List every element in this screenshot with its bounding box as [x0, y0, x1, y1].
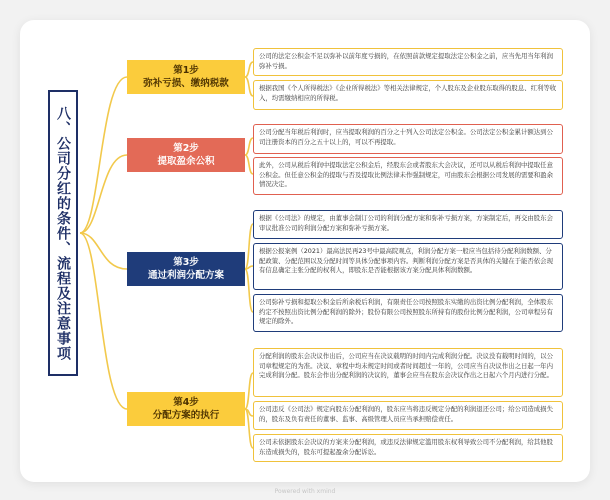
step-3-note-2[interactable]: 根据公报案例（2021）最高法民再23号中最高院观点，利润分配方案一般应当包括待分配利润数额、分配政策、分配范围以及分配时间等具体分配事项内容。判断利润分配方案是否具体的关键在于能否依会现有信息确定主张分配的权利人，即股东是否能根据该方案分配具体利润数额。: [253, 243, 563, 290]
leaf-line-2a: [245, 138, 253, 155]
leaf-line-4a: [245, 373, 253, 409]
central-topic-text: 八、公司分红的条件、流程及注意事项: [55, 105, 71, 361]
step-3-note-3[interactable]: 公司弥补亏损和提取公积金后所余税后利润，有限责任公司按照股东实缴的出资比例分配利润，全体股东约定不按照出资比例分配利润的除外；股份有限公司按照股东所持有的股份比例分配利润，公司章程另有规定的除外。: [253, 294, 563, 332]
leaf-line-3c: [245, 269, 253, 312]
step-3-label: 通过利润分配方案: [147, 270, 224, 281]
step-3-node[interactable]: [127, 252, 245, 286]
branch-line-1: [80, 77, 127, 233]
step-4-note-2[interactable]: 公司违反《公司法》规定向股东分配利润的，股东应当将违反规定分配的利润退还公司；给公司造成损失的，股东及负有责任的董事、监事、高级管理人员应当承担赔偿责任。: [253, 401, 563, 430]
leaf-line-1b: [245, 77, 253, 96]
branch-line-2: [80, 155, 127, 233]
step-4-note-1[interactable]: 分配利润的股东会决议作出后，公司应当在决议载明的时间内完成利润分配。决议没有载明时间的，以公司章程规定的为准。决议、章程中均未规定时间或者时间超过一年的，公司应当自决议作出之日起一年内完成利润分配。股东会作出分配利润的决议的，董事会应当在股东会决议作出之日起六个月内进行分配。: [253, 348, 563, 397]
footer-watermark: Powered with xmind: [274, 488, 336, 495]
step-2-number: 第2步: [173, 143, 199, 154]
leaf-line-4c: [245, 409, 253, 448]
leaf-line-3a: [245, 224, 253, 269]
step-1-label: 弥补亏损、缴纳税款: [143, 78, 229, 89]
step-4-number: 第4步: [173, 397, 199, 408]
step-1-note-2[interactable]: 根据我国《个人所得税法》《企业所得税法》等相关法律规定，个人股东及企业股东取得的股息、红利等收入，均需缴纳相应的所得税。: [253, 80, 563, 110]
step-1-node[interactable]: [127, 60, 245, 94]
step-4-label: 分配方案的执行: [152, 410, 220, 421]
step-4-node[interactable]: [127, 392, 245, 426]
step-4-note-3[interactable]: 公司未依据股东会决议的方案来分配利润，或违反法律规定滥用股东权利导致公司不分配利润，给其他股东造成损失的，股东可提起盈余分配诉讼。: [253, 434, 563, 462]
leaf-line-1a: [245, 62, 253, 77]
step-3-note-1[interactable]: 根据《公司法》的规定，由董事会制订公司的利润分配方案和弥补亏损方案，方案制定后，再交由股东会审议批准公司的利润分配方案和弥补亏损方案。: [253, 210, 563, 239]
central-topic[interactable]: [48, 90, 78, 376]
branch-line-3: [80, 233, 127, 269]
leaf-line-2b: [245, 155, 253, 174]
step-2-label: 提取盈余公积: [157, 156, 215, 167]
step-1-number: 第1步: [173, 65, 199, 76]
step-2-note-2[interactable]: 此外，公司从税后利润中提取法定公积金后，经股东会或者股东大会决议，还可以从税后利润中提取任意公积金。但任意公积金的提取与否及提取比例法律未作强制规定，可由股东会根据公司发展的需要和盈余情况决定。: [253, 157, 563, 195]
step-2-note-1[interactable]: 公司分配当年税后利润时，应当提取利润的百分之十列入公司法定公积金。公司法定公积金累计额达到公司注册资本的百分之五十以上的，可以不再提取。: [253, 124, 563, 154]
step-1-note-1[interactable]: 公司的法定公积金不足以弥补以前年度亏损的，在依照前款规定提取法定公积金之前，应当先用当年利润弥补亏损。: [253, 48, 563, 76]
step-2-node[interactable]: [127, 138, 245, 172]
branch-line-4: [80, 233, 127, 409]
step-3-number: 第3步: [173, 257, 199, 268]
